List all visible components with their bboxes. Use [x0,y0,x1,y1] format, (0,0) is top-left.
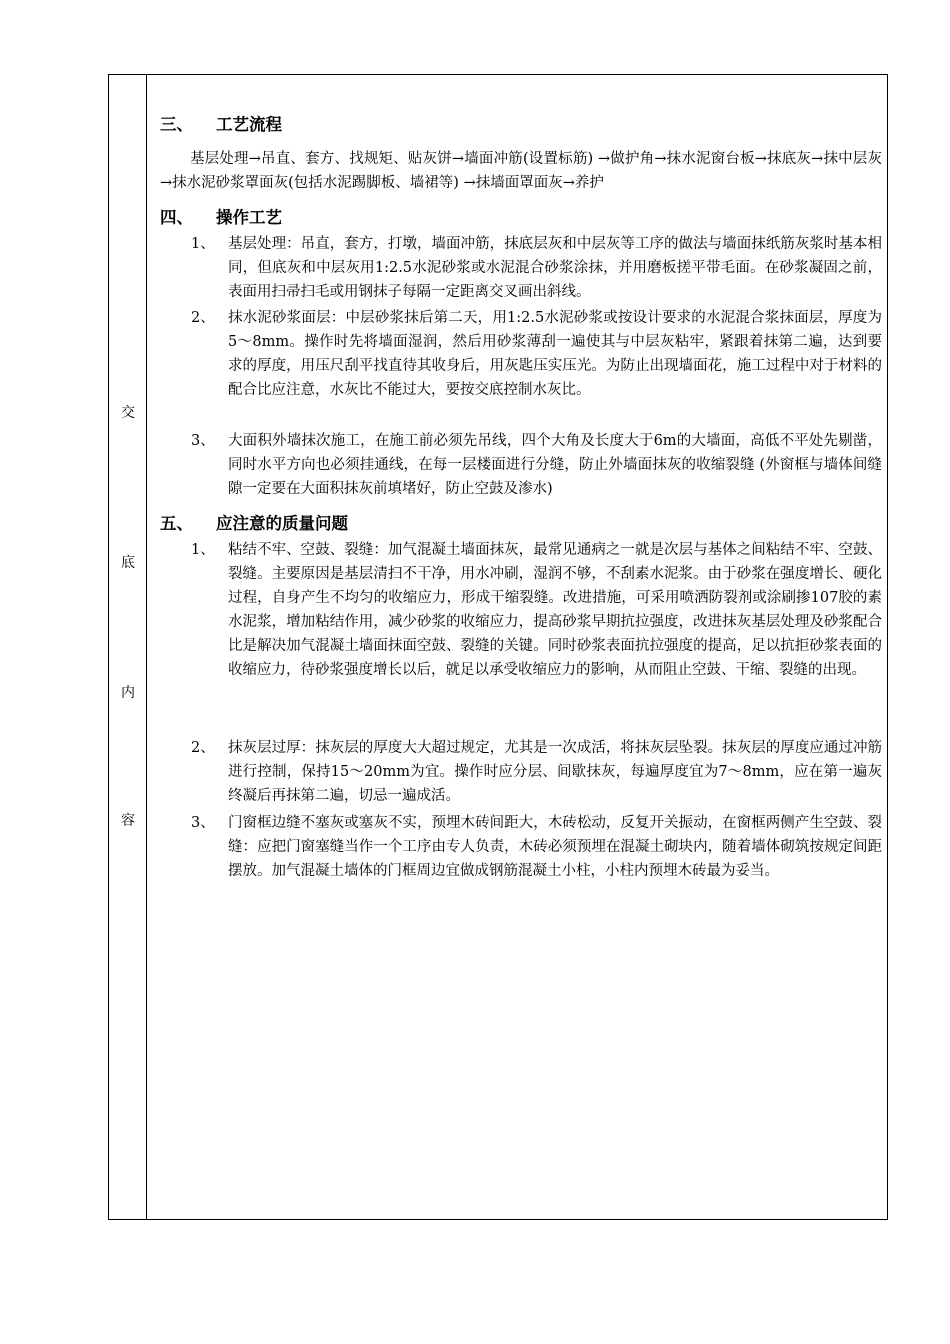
side-label-char: 内 [121,685,135,701]
side-label-char: 容 [121,813,135,829]
section-number: 三、 [160,115,193,134]
process-flow-text: 基层处理→吊直、套方、找规矩、贴灰饼→墙面冲筋(设置标筋) →做护角→抹水泥窗台板→抹底灰→抹中层灰→抹水泥砂浆罩面灰(包括水泥踢脚板、墙裙等) →抹墙面罩面灰→养护 [160,151,882,191]
item-index: 1、 [191,542,215,558]
item-index: 1、 [191,236,215,252]
section-title: 应注意的质量问题 [216,514,348,533]
section-title: 操作工艺 [216,208,282,227]
list-item [191,429,882,501]
item-index: 3、 [191,815,215,831]
list-item [191,538,882,682]
section-heading [160,113,282,137]
section-heading [160,512,348,536]
section-number: 四、 [160,208,193,227]
side-label-column [109,75,147,1219]
item-text: 基层处理：吊直，套方，打墩，墙面冲筋，抹底层灰和中层灰等工序的做法与墙面抹纸筋灰浆时基本相同，但底灰和中层灰用1:2.5水泥砂浆或水泥混合砂浆涂抹，并用磨板搓平带毛面。在砂浆凝固之前，表面用扫帚扫毛或用钢抹子每隔一定距离交叉画出斜线。 [228,236,882,300]
item-text: 抹水泥砂浆面层：中层砂浆抹后第二天，用1:2.5水泥砂浆或按设计要求的水泥混合浆抹面层，厚度为5～8mm。操作时先将墙面湿润，然后用砂浆薄刮一遍使其与中层灰粘牢，紧跟着抹第二遍，达到要求的厚度，用压尺刮平找直待其收身后，用灰匙压实压光。为防止出现墙面花，施工过程中对于材料的配合比应注意，水灰比不能过大，要按交底控制水灰比。 [228,310,882,398]
item-index: 2、 [191,740,215,756]
list-item [191,736,882,808]
section-title: 工艺流程 [216,115,282,134]
list-item [191,811,882,883]
side-label-char: 底 [121,555,135,571]
side-label-char: 交 [121,405,135,421]
item-index: 2、 [191,310,215,326]
list-item [191,306,882,402]
section-number: 五、 [160,514,193,533]
item-text: 抹灰层过厚：抹灰层的厚度大大超过规定，尤其是一次成活，将抹灰层坠裂。抹灰层的厚度应通过冲筋进行控制，保持15～20mm为宜。操作时应分层、间歇抹灰，每遍厚度宜为7～8mm，应在第一遍灰终凝后再抹第二遍，切忌一遍成活。 [228,740,882,804]
section-heading [160,206,282,230]
form-table [108,74,888,1220]
item-text: 门窗框边缝不塞灰或塞灰不实，预埋木砖间距大，木砖松动，反复开关振动，在窗框两侧产生空鼓、裂缝：应把门窗塞缝当作一个工序由专人负责，木砖必须预埋在混凝土砌块内，随着墙体砌筑按规定间距摆放。加气混凝土墙体的门框周边宜做成钢筋混凝土小柱，小柱内预埋木砖最为妥当。 [228,815,882,879]
item-index: 3、 [191,433,215,449]
list-item [191,232,882,304]
item-text: 粘结不牢、空鼓、裂缝：加气混凝土墙面抹灰，最常见通病之一就是次层与基体之间粘结不牢、空鼓、裂缝。主要原因是基层清扫不干净，用水冲刷，湿润不够，不刮素水泥浆。由于砂浆在强度增长、硬化过程，自身产生不均匀的收缩应力，形成干缩裂缝。改进措施，可采用喷洒防裂剂或涂刷掺107胶的素水泥浆，增加粘结作用，减少砂浆的收缩应力，提高砂浆早期抗拉强度，改进抹灰基层处理及砂浆配合比是解决加气混凝土墙面抹面空鼓、裂缝的关键。同时砂浆表面抗拉强度的提高，足以抗拒砂浆表面的收缩应力，待砂浆强度增长以后，就足以承受收缩应力的影响，从而阻止空鼓、干缩、裂缝的出现。 [228,542,882,678]
item-text: 大面积外墙抹次施工，在施工前必须先吊线，四个大角及长度大于6m的大墙面，高低不平处先剔凿，同时水平方向也必须挂通线，在每一层楼面进行分缝，防止外墙面抹灰的收缩裂缝 (外窗框与墙体间缝隙一定要在大面积抹灰前填堵好，防止空鼓及渗水) [228,433,882,497]
